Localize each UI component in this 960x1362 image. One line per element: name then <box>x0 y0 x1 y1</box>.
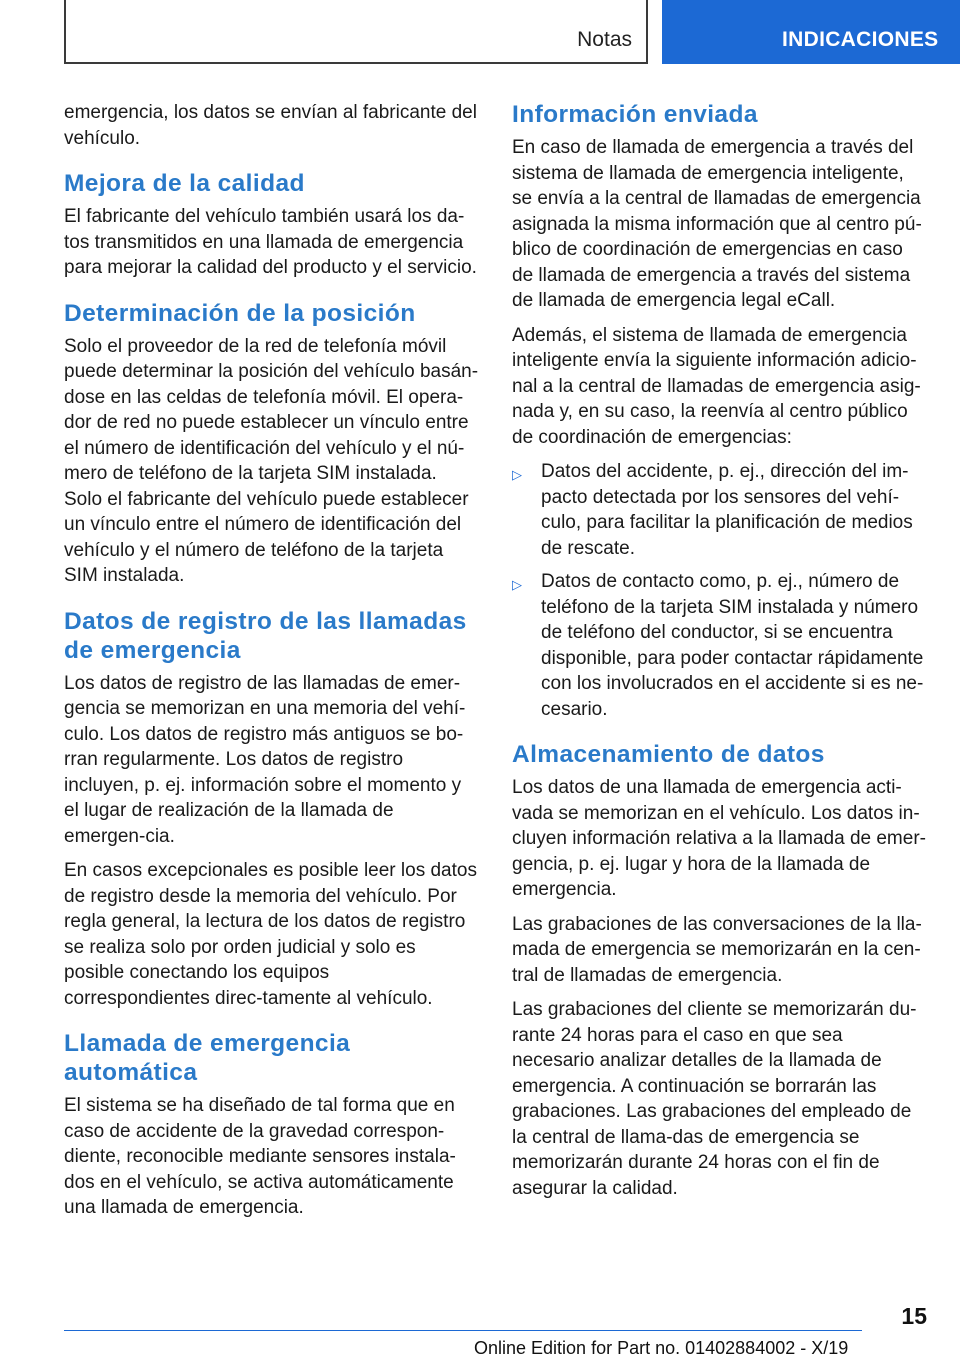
right-column <box>512 100 928 1210</box>
list-item-text: Datos de contacto como, p. ej., número de teléfono de la tarjeta SIM instalada y número de teléfono del conductor, si se encuentra disponible, para poder contactar rápidamente con los involucrados en el accidente si es ne-cesario. <box>541 571 924 720</box>
header-section-label: Notas <box>577 28 632 51</box>
paragraph-sent-info-2: Además, el sistema de llamada de emergencia inteligente envía la siguiente información adicio-nal a la central de llamadas de emergencia asig-nada y, en su caso, la reenvía al centro público de coordinación de emergencias: <box>512 324 921 448</box>
bullet-list <box>512 459 928 722</box>
left-column <box>64 100 480 1230</box>
paragraph-log-data-1: Los datos de registro de las llamadas de emer-gencia se memorizan en una memoria del vehí-culo. Los datos de registro más antiguos se bo-rran regularmente. Los datos de registro incluyen, p. ej. información sobre el momento y el lugar de realización de la llamada de emergen-cia. <box>64 672 466 847</box>
page-number: 15 <box>901 1303 927 1329</box>
list-item <box>512 459 928 561</box>
heading-quality: Mejora de la calidad <box>64 170 305 197</box>
header-chapter-label: INDICACIONES <box>782 28 939 51</box>
triangle-bullet-icon: ▷ <box>512 467 522 482</box>
paragraph-data-storage-3: Las grabaciones del cliente se memorizarán du-rante 24 horas para el caso en que sea necesario analizar detalles de la llamada de emergencia. A continuación se borrarán las grabaciones. Las grabaciones del empleado de la central de llama-das de emergencia se memorizarán durante 24 horas con el fin de asegurar la calidad. <box>512 999 917 1199</box>
heading-log-data: Datos de registro de las llamadas de emergencia <box>64 607 467 664</box>
triangle-bullet-icon: ▷ <box>512 577 522 592</box>
paragraph-position: Solo el proveedor de la red de telefonía móvil puede determinar la posición del vehículo basán-dose en las celdas de telefonía móvil. El opera-dor de red no puede establecer un vínculo entre el número de identificación del vehículo y el nú-mero de teléfono de la tarjeta SIM instalada. Solo el fabricante del vehículo puede establecer un vínculo entre el número de identificación del vehículo y el número de teléfono de la tarjeta SIM instalada. <box>64 335 479 586</box>
heading-automatic-call: Llamada de emergencia automática <box>64 1030 351 1086</box>
header-box <box>64 0 648 64</box>
paragraph-continued: emergencia, los datos se envían al fabricante del vehículo. <box>64 102 477 149</box>
footer-divider <box>64 1330 862 1331</box>
list-item-text: Datos del accidente, p. ej., dirección del im-pacto detectada por los sensores del vehí-culo, para facilitar la planificación de medios de rescate. <box>541 461 913 559</box>
heading-data-storage: Almacenamiento de datos <box>512 741 825 768</box>
paragraph-sent-info-1: En caso de llamada de emergencia a través del sistema de llamada de emergencia inteligente, se envía a la central de llamadas de emergencia asignada la misma información que al centro pú-blico de coordinación de emergencias en caso de llamada de emergencia a través del sistema de llamada de emergencia legal eCall. <box>512 137 922 311</box>
paragraph-quality: El fabricante del vehículo también usará los da-tos transmitidos en una llamada de emergencia para mejorar la calidad del producto y el servicio. <box>64 206 477 278</box>
paragraph-data-storage-1: Los datos de una llamada de emergencia acti-vada se memorizan en el vehículo. Los datos in-cluyen información relativa a la llamada de emer-gencia, p. ej. lugar y hora de la llamada de emergencia. <box>512 777 926 900</box>
paragraph-log-data-2: En casos excepcionales es posible leer los datos de registro desde la memoria del vehículo. Por regla general, la lectura de los datos de registro se realiza solo por orden judicial y solo es posible conectando los equipos correspondientes direc-tamente al vehículo. <box>64 860 477 1009</box>
footer-edition: Online Edition for Part no. 01402884002 - X/19 <box>474 1338 849 1358</box>
list-item <box>512 569 928 722</box>
heading-position: Determinación de la posición <box>64 299 416 327</box>
paragraph-automatic-call: El sistema se ha diseñado de tal forma que en caso de accidente de la gravedad correspon-diente, reconocible mediante sensores instala-dos en el vehículo, se activa automáticamente una llamada de emergencia. <box>64 1095 456 1218</box>
paragraph-data-storage-2: Las grabaciones de las conversaciones de la lla-mada de emergencia se memorizarán en la cen-tral de llamadas de emergencia. <box>512 913 922 986</box>
heading-sent-info: Información enviada <box>512 101 758 128</box>
